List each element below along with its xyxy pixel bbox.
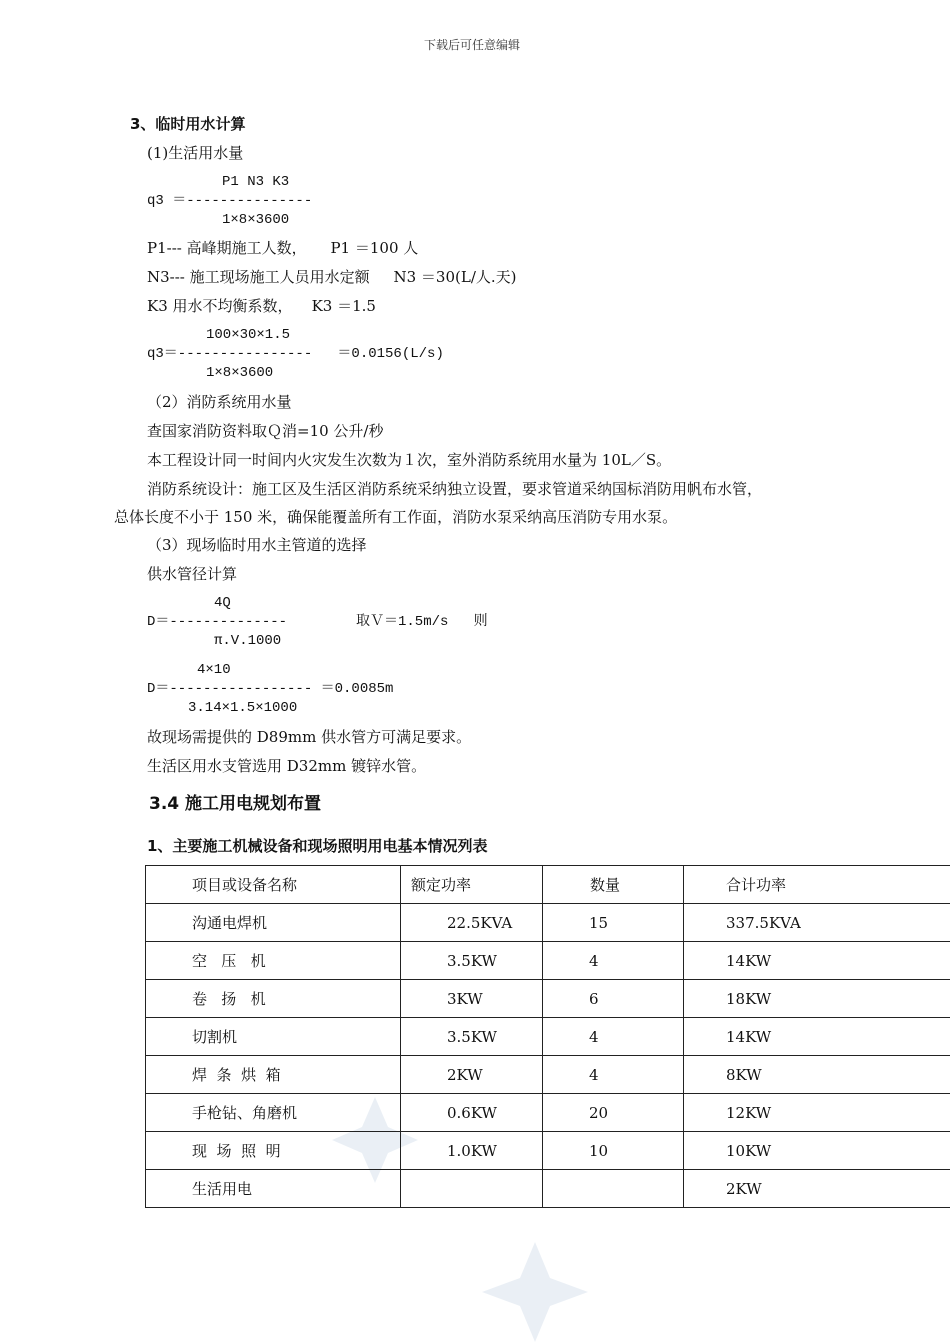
table-row (146, 1056, 950, 1094)
formula-d-value-denominator: 3.14×1.5×1000 (188, 700, 298, 716)
quantity-cell: 4 (543, 1018, 684, 1056)
rated-power-cell: 2KW (401, 1056, 543, 1094)
column-header-name: 项目或设备名称 (146, 866, 401, 904)
formula-q3-value-denominator: 1×8×3600 (206, 365, 274, 381)
fire-water-subheading: （2）消防系统用水量 (147, 393, 292, 411)
equipment-name-cell: 生活用电 (146, 1170, 401, 1208)
rated-power-cell: 0.6KW (401, 1094, 543, 1132)
quantity-cell: 10 (543, 1132, 684, 1170)
equipment-name-cell: 焊 条 烘 箱 (146, 1056, 401, 1094)
table-row (146, 1018, 950, 1056)
table-row (146, 1132, 950, 1170)
n3-definition: N3--- 施工现场施工人员用水定额 N3 ＝30(L/人.天) (147, 268, 517, 286)
formula-d-numerator: 4Q (214, 595, 231, 611)
main-pipe-subheading: （3）现场临时用水主管道的选择 (147, 536, 367, 554)
fire-water-reference: 查国家消防资料取Ｑ消=10 公升/秒 (147, 422, 384, 440)
fire-system-design-line2: 总体长度不小于 150 米，确保能覆盖所有工作面，消防水泵采纳高压消防专用水泵。 (114, 508, 678, 526)
formula-q3-fraction-line: q3 ＝--------------- (147, 193, 313, 209)
quantity-cell: 4 (543, 1056, 684, 1094)
equipment-name-cell: 手枪钻、角磨机 (146, 1094, 401, 1132)
formula-d-value-line: D＝----------------- ＝0.0085m (147, 681, 394, 697)
equipment-name-cell: 切割机 (146, 1018, 401, 1056)
formula-d-value-numerator: 4×10 (197, 662, 231, 678)
table-row (146, 904, 950, 942)
table-row (146, 942, 950, 980)
formula-d-velocity: 取Ｖ＝1.5m/s 则 (356, 614, 488, 630)
formula-q3-numerator: P1 N3 K3 (222, 174, 290, 190)
total-power-cell: 2KW (684, 1170, 950, 1208)
pipe-conclusion-branch: 生活区用水支管选用 D32mm 镀锌水管。 (147, 757, 427, 775)
rated-power-cell: 3KW (401, 980, 543, 1018)
formula-d-fraction-line: D＝-------------- (147, 614, 288, 630)
rated-power-cell (401, 1170, 543, 1208)
column-header-quantity: 数量 (543, 866, 684, 904)
equipment-power-table (145, 865, 950, 1208)
power-section-title: 3.4 施工用电规划布置 (149, 794, 322, 814)
equipment-name-cell: 卷 扬 机 (146, 980, 401, 1018)
fire-system-design-line1: 消防系统设计：施工区及生活区消防系统采纳独立设置，要求管道采纳国标消防用帆布水管， (147, 480, 763, 498)
quantity-cell: 6 (543, 980, 684, 1018)
column-header-rated-power: 额定功率 (401, 866, 543, 904)
formula-d-denominator: π.V.1000 (214, 633, 282, 649)
table-row (146, 1170, 950, 1208)
rated-power-cell: 3.5KW (401, 942, 543, 980)
page-header-note: 下载后可任意编辑 (424, 38, 521, 52)
equipment-name-cell: 沟通电焊机 (146, 904, 401, 942)
total-power-cell: 337.5KVA (684, 904, 950, 942)
pipe-conclusion-main: 故现场需提供的 D89mm 供水管方可满足要求。 (147, 728, 472, 746)
formula-q3-value-line: q3＝---------------- ＝0.0156(L/s) (147, 346, 444, 362)
total-power-cell: 18KW (684, 980, 950, 1018)
domestic-water-subheading: (1)生活用水量 (147, 144, 244, 162)
column-header-total-power: 合计功率 (684, 866, 950, 904)
total-power-cell: 12KW (684, 1094, 950, 1132)
formula-q3-denominator: 1×8×3600 (222, 212, 290, 228)
watermark-logo-icon (480, 1240, 590, 1344)
total-power-cell: 10KW (684, 1132, 950, 1170)
table-row (146, 1094, 950, 1132)
table-row (146, 980, 950, 1018)
quantity-cell: 15 (543, 904, 684, 942)
quantity-cell: 20 (543, 1094, 684, 1132)
table-header-row (146, 866, 950, 904)
equipment-name-cell: 空 压 机 (146, 942, 401, 980)
fire-water-design-volume: 本工程设计同一时间内火灾发生次数为１次，室外消防系统用水量为 10L／S。 (147, 451, 672, 469)
total-power-cell: 14KW (684, 1018, 950, 1056)
k3-definition: K3 用水不均衡系数， K3 ＝1.5 (147, 297, 376, 315)
rated-power-cell: 1.0KW (401, 1132, 543, 1170)
quantity-cell: 4 (543, 942, 684, 980)
rated-power-cell: 22.5KVA (401, 904, 543, 942)
quantity-cell (543, 1170, 684, 1208)
total-power-cell: 8KW (684, 1056, 950, 1094)
p1-definition: P1--- 高峰期施工人数， P1 ＝100 人 (147, 239, 419, 257)
water-calc-heading: 3、临时用水计算 (130, 115, 246, 133)
equipment-table-heading: 1、主要施工机械设备和现场照明用电基本情况列表 (147, 837, 488, 855)
total-power-cell: 14KW (684, 942, 950, 980)
equipment-name-cell: 现 场 照 明 (146, 1132, 401, 1170)
formula-q3-value-numerator: 100×30×1.5 (206, 327, 291, 343)
pipe-diameter-calc-label: 供水管径计算 (147, 565, 238, 583)
rated-power-cell: 3.5KW (401, 1018, 543, 1056)
